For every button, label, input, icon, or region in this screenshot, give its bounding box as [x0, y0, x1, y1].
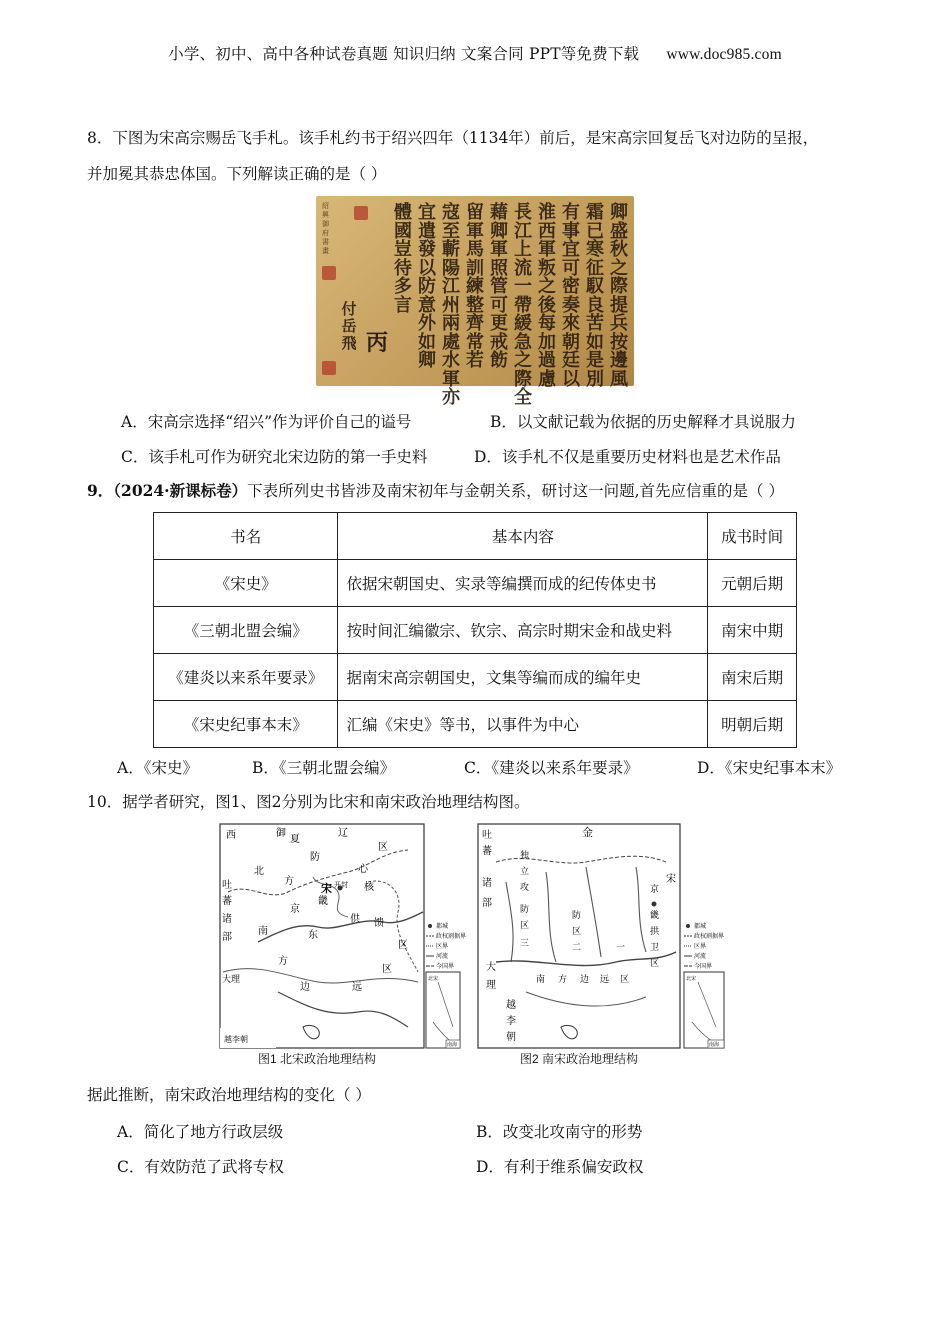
table-row	[154, 607, 797, 654]
map2-label: 理	[486, 980, 496, 991]
calligraphy-col-2: 霜已寒征馭良苦如是別	[586, 202, 604, 390]
map2-label: 立	[520, 867, 530, 877]
map2-label: 方	[558, 975, 568, 985]
map1-svg	[218, 822, 467, 1068]
map2-label: 京	[650, 885, 660, 895]
map-southern-song	[476, 822, 732, 1068]
page-header	[0, 42, 950, 64]
table-row	[154, 560, 797, 607]
map2-legend-item: 今国界	[694, 964, 713, 970]
map2-label: 诸	[482, 878, 492, 889]
map2-label: 宋	[666, 874, 676, 885]
map1-label: 区	[398, 940, 408, 951]
map1-label: 开封	[334, 881, 348, 889]
calligraphy-col-6: 藉卿軍照管可更戒飭	[490, 202, 508, 371]
table-cell: 依据宋朝国史、实录等编撰而成的纪传体史书	[338, 560, 708, 607]
table-cell: 南宋后期	[708, 654, 797, 701]
map1-legend-item: 都城	[436, 924, 449, 930]
calligraphy-signature: 付岳飛	[341, 300, 357, 352]
map2-label: 区	[572, 927, 582, 937]
map2-label: 远	[600, 975, 610, 985]
map1-inset-label: 南海	[447, 1042, 458, 1048]
map1-label: 心	[358, 864, 368, 875]
map1-label: 东	[308, 930, 318, 941]
q10-option-d[interactable]: D．有利于维系偏安政权	[476, 1158, 644, 1176]
table-header-row	[154, 513, 797, 560]
table-row	[154, 654, 797, 701]
map1-legend-item: 河流	[436, 954, 449, 960]
map2-caption: 图2 南宋政治地理结构	[520, 1052, 639, 1066]
q8-line1: 8．下图为宋高宗赐岳飞手札。该手札约书于绍兴四年（1134年）前后，是宋高宗回复岳飞对边防的呈报，	[87, 129, 819, 147]
map2-label: 朝	[506, 1032, 516, 1043]
map2-label: 吐	[482, 830, 492, 841]
map1-label: 南	[258, 926, 268, 937]
map1-label: 大理	[222, 975, 241, 985]
map1-label: 畿	[318, 896, 328, 907]
table-cell: 明朝后期	[708, 701, 797, 748]
map2-label: 金	[582, 826, 593, 839]
map1-label: 部	[222, 932, 232, 943]
calligraphy-col-3: 有事宜可密奏來朝廷以	[562, 202, 580, 390]
calligraphy-col-5: 長江上流一帶緩急之際全	[514, 202, 532, 408]
map2-label: 防	[520, 905, 530, 915]
map2-label: 南	[536, 975, 546, 985]
map1-label: 远	[352, 982, 362, 993]
q9-option-c[interactable]: C．《建炎以来系年要录》	[464, 759, 639, 777]
header-site: www.doc985.com	[666, 46, 782, 63]
map2-label: 独	[520, 851, 530, 861]
calligraphy-col-9: 宜遣發以防意外如卿	[418, 202, 436, 371]
map2-label: 三	[520, 939, 530, 949]
calligraphy-col-1: 卿盛秋之際提兵按邊風	[610, 202, 628, 390]
map2-label: 蕃	[482, 846, 492, 857]
map1-label: 诸	[222, 914, 232, 925]
map1-label: 馈	[374, 918, 384, 929]
q9-number: 9．	[87, 481, 114, 500]
map1-label: 京	[290, 904, 300, 915]
map1-label: 区	[382, 964, 392, 975]
q9-option-a[interactable]: A．《宋史》	[117, 759, 198, 777]
map1-label: 蕃	[222, 896, 232, 907]
table-row	[154, 701, 797, 748]
table-cell: 《宋史纪事本末》	[154, 701, 338, 748]
map1-label: 边	[300, 982, 310, 993]
map2-label: 越	[506, 1000, 516, 1011]
map1-label: 防	[310, 852, 320, 863]
map2-svg	[476, 822, 732, 1068]
q8-option-a[interactable]: A．宋高宗选择“绍兴”作为评价自己的谥号	[121, 413, 412, 431]
q10-option-c[interactable]: C．有效防范了武将专权	[117, 1158, 284, 1176]
table-cell: 《三朝北盟会编》	[154, 607, 338, 654]
map2-label: 边	[580, 975, 590, 985]
map1-inset-label: 北宋	[428, 976, 439, 982]
map2-label: 拱	[650, 927, 660, 937]
map-northern-song	[218, 822, 467, 1068]
calligraphy-image: 紹興御府書畫 付岳飛 丙 卿盛秋之際提兵按邊風 霜已寒征馭良苦如是別 有事宜可密奏來朝廷以 淮西軍叛之後每加過慮 長江上流一帶緩急之際全 藉卿軍照管可更戒飭 留軍馬訓練整齊常若 寇至蘄陽江州兩處水軍亦 宜遣發以防意外如卿 體國豈待多言	[316, 196, 634, 386]
map2-label: 区	[650, 959, 660, 969]
map2-legend-item: 区界	[694, 944, 707, 950]
table-cell: 元朝后期	[708, 560, 797, 607]
map1-label: 核	[364, 882, 374, 893]
map2-inset-label: 北宋	[686, 976, 697, 982]
map1-label: 越李朝	[224, 1035, 248, 1044]
table-header: 基本内容	[338, 513, 708, 560]
q9-option-d[interactable]: D．《宋史纪事本末》	[697, 759, 842, 777]
q10-option-a[interactable]: A．简化了地方行政层级	[117, 1123, 284, 1141]
calligraphy-col-8: 寇至蘄陽江州兩處水軍亦	[442, 202, 460, 408]
map1-label: 供	[350, 914, 360, 925]
table-cell: 南宋中期	[708, 607, 797, 654]
map2-legend-item: 河流	[694, 954, 707, 960]
table-cell: 汇编《宋史》等书，以事件为中心	[338, 701, 708, 748]
map2-label: 部	[482, 898, 492, 909]
map1-label: 御	[276, 828, 286, 839]
map2-legend-item: 都城	[694, 924, 707, 930]
map2-label: 李	[506, 1016, 516, 1027]
map1-label: 吐	[222, 880, 232, 891]
map1-legend-item: 政权割据界	[436, 934, 467, 940]
map2-label: 攻	[520, 883, 530, 893]
map2-label: 畿	[650, 911, 660, 921]
table-cell: 《建炎以来系年要录》	[154, 654, 338, 701]
q9-source: （2024·新课标卷）	[113, 481, 248, 500]
q10-option-b[interactable]: B．改变北攻南守的形势	[476, 1123, 643, 1141]
map1-legend-item: 区界	[436, 944, 449, 950]
map2-legend-item: 政权割据界	[694, 934, 725, 940]
table-cell: 按时间汇编徽宗、钦宗、高宗时期宋金和战史料	[338, 607, 708, 654]
q9-stem: 下表所列史书皆涉及南宋初年与金朝关系，研讨这一问题,首先应信重的是（ ）	[247, 482, 784, 500]
map1-label: 北	[254, 866, 264, 877]
calligraphy-col-10: 體國豈待多言	[394, 202, 412, 316]
map1-label: 区	[378, 842, 388, 853]
q9-option-b[interactable]: B．《三朝北盟会编》	[252, 759, 396, 777]
q10-stem: 10．据学者研究，图1、图2分别为比宋和南宋政治地理结构图。	[87, 793, 530, 811]
history-books-table	[153, 512, 797, 748]
q9-stem-line	[87, 480, 784, 502]
calligraphy-col-7: 留軍馬訓練整齊常若	[466, 202, 484, 371]
q8-line2: 并加冕其恭忠体国。下列解读正确的是（ ）	[87, 165, 387, 183]
header-text: 小学、初中、高中各种试卷真题 知识归纳 文案合同 PPT等免费下载	[168, 45, 640, 63]
map1-label: 辽	[338, 828, 348, 839]
table-header: 成书时间	[708, 513, 797, 560]
map2-label: 二	[572, 943, 582, 953]
map2-label: 区	[520, 921, 530, 931]
map2-label: 区	[620, 975, 630, 985]
table-header: 书名	[154, 513, 338, 560]
map2-label: 防	[572, 911, 582, 921]
q8-option-d[interactable]: D．该手札不仅是重要历史材料也是艺术作品	[474, 448, 781, 466]
map1-caption: 图1 北宋政治地理结构	[258, 1052, 377, 1066]
table-cell: 《宋史》	[154, 560, 338, 607]
map1-legend-item: 今国界	[436, 964, 455, 970]
map2-inset-label: 南海	[709, 1042, 720, 1048]
map2-label: 卫	[650, 943, 660, 953]
table-cell: 据南宋高宗朝国史，文集等编而成的编年史	[338, 654, 708, 701]
map2-label: 大	[486, 962, 496, 973]
map1-label: 夏	[290, 834, 300, 845]
q8-option-b[interactable]: B．以文献记载为依据的历史解释才具说服力	[490, 413, 796, 431]
q8-option-c[interactable]: C．该手札可作为研究北宋边防的第一手史料	[121, 448, 428, 466]
map1-label: 方	[284, 876, 294, 887]
calligraphy-col-4: 淮西軍叛之後每加過慮	[538, 202, 556, 390]
map1-label: 西	[226, 830, 236, 841]
q10-followup: 据此推断，南宋政治地理结构的变化（ ）	[87, 1086, 371, 1104]
map1-label: 方	[278, 956, 288, 967]
map1-label: 宋	[321, 882, 332, 895]
map2-label: 一	[616, 943, 626, 953]
